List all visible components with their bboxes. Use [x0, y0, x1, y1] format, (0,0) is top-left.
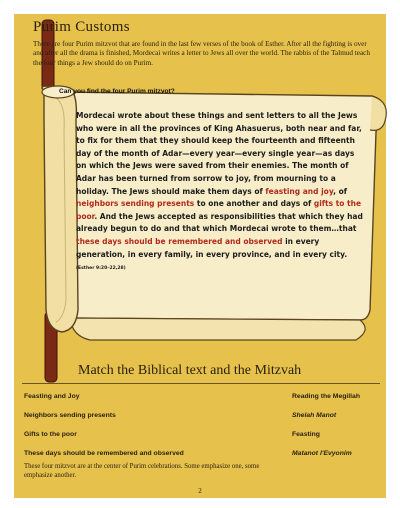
parchment-curl [70, 318, 365, 340]
match-left-item: Gifts to the poor [24, 431, 77, 438]
highlight-gifts-poor: gifts to the poor [76, 199, 362, 221]
passage-text: Mordecai wrote about these things and sent letters to all the Jews who were in all the provinces of King Ahasuerus, both near and far, to fix for them that they should keep the fourteenth and fifteenth day of the month of Adar—every year—every single year—as days on which the Jews were saved from their enemies. The month of Adar has been turned from sorrow to joy, from mourning to a holiday. The Jews should make them days of [76, 111, 362, 196]
passage-text: to one another and days of [194, 199, 314, 209]
scroll-passage [76, 110, 366, 276]
match-right-item: Feasting [292, 431, 320, 438]
highlight-feasting-joy: feasting and joy [265, 186, 334, 196]
match-right-item: Shelah Manot [292, 412, 337, 419]
match-left-item: Feasting and Joy [24, 393, 80, 400]
section-divider [22, 383, 380, 384]
passage-text: in every generation, in every family, in every province, and in every city. [76, 236, 348, 259]
section-title: Match the Biblical text and the Mitzvah [78, 363, 302, 378]
page-title: Purim Customs [33, 19, 130, 35]
scroll-roll-right [370, 96, 386, 130]
match-right-item: Matanot l'Evyonim [292, 450, 352, 457]
passage-text: , of [333, 186, 348, 196]
passage-text: . And the Jews accepted as responsibilities that which they had already begun to do and that which Mordecai wrote to them…that [76, 211, 363, 234]
highlight-remembered-observed: these days should be remembered and observed [76, 236, 283, 246]
intro-paragraph: There are four Purim mitzvot that are found in the last few verses of the book of Esther. After all the fighting is over and after all the drama is finished, Mordecai writes a letter to Jews all over the world. The rabbis of the Talmud teach the four things a Jew should do on Purim. [33, 40, 370, 67]
match-left-item: Neighbors sending presents [24, 412, 116, 419]
scroll-roll-left [42, 86, 78, 332]
match-right-item: Reading the Megillah [292, 393, 360, 400]
highlight-neighbors-presents: neighbors sending presents [76, 199, 195, 209]
footer-note: These four mitzvot are at the center of Purim celebrations. Some emphasize one, some emphasize another. [24, 463, 260, 479]
question-prompt: Can you find the four Purim mitzvot? [59, 88, 175, 95]
citation: (Esther 9:20–22,28) [76, 266, 126, 272]
match-left-item: These days should be remembered and observed [24, 450, 184, 457]
page-number: 2 [198, 487, 202, 495]
